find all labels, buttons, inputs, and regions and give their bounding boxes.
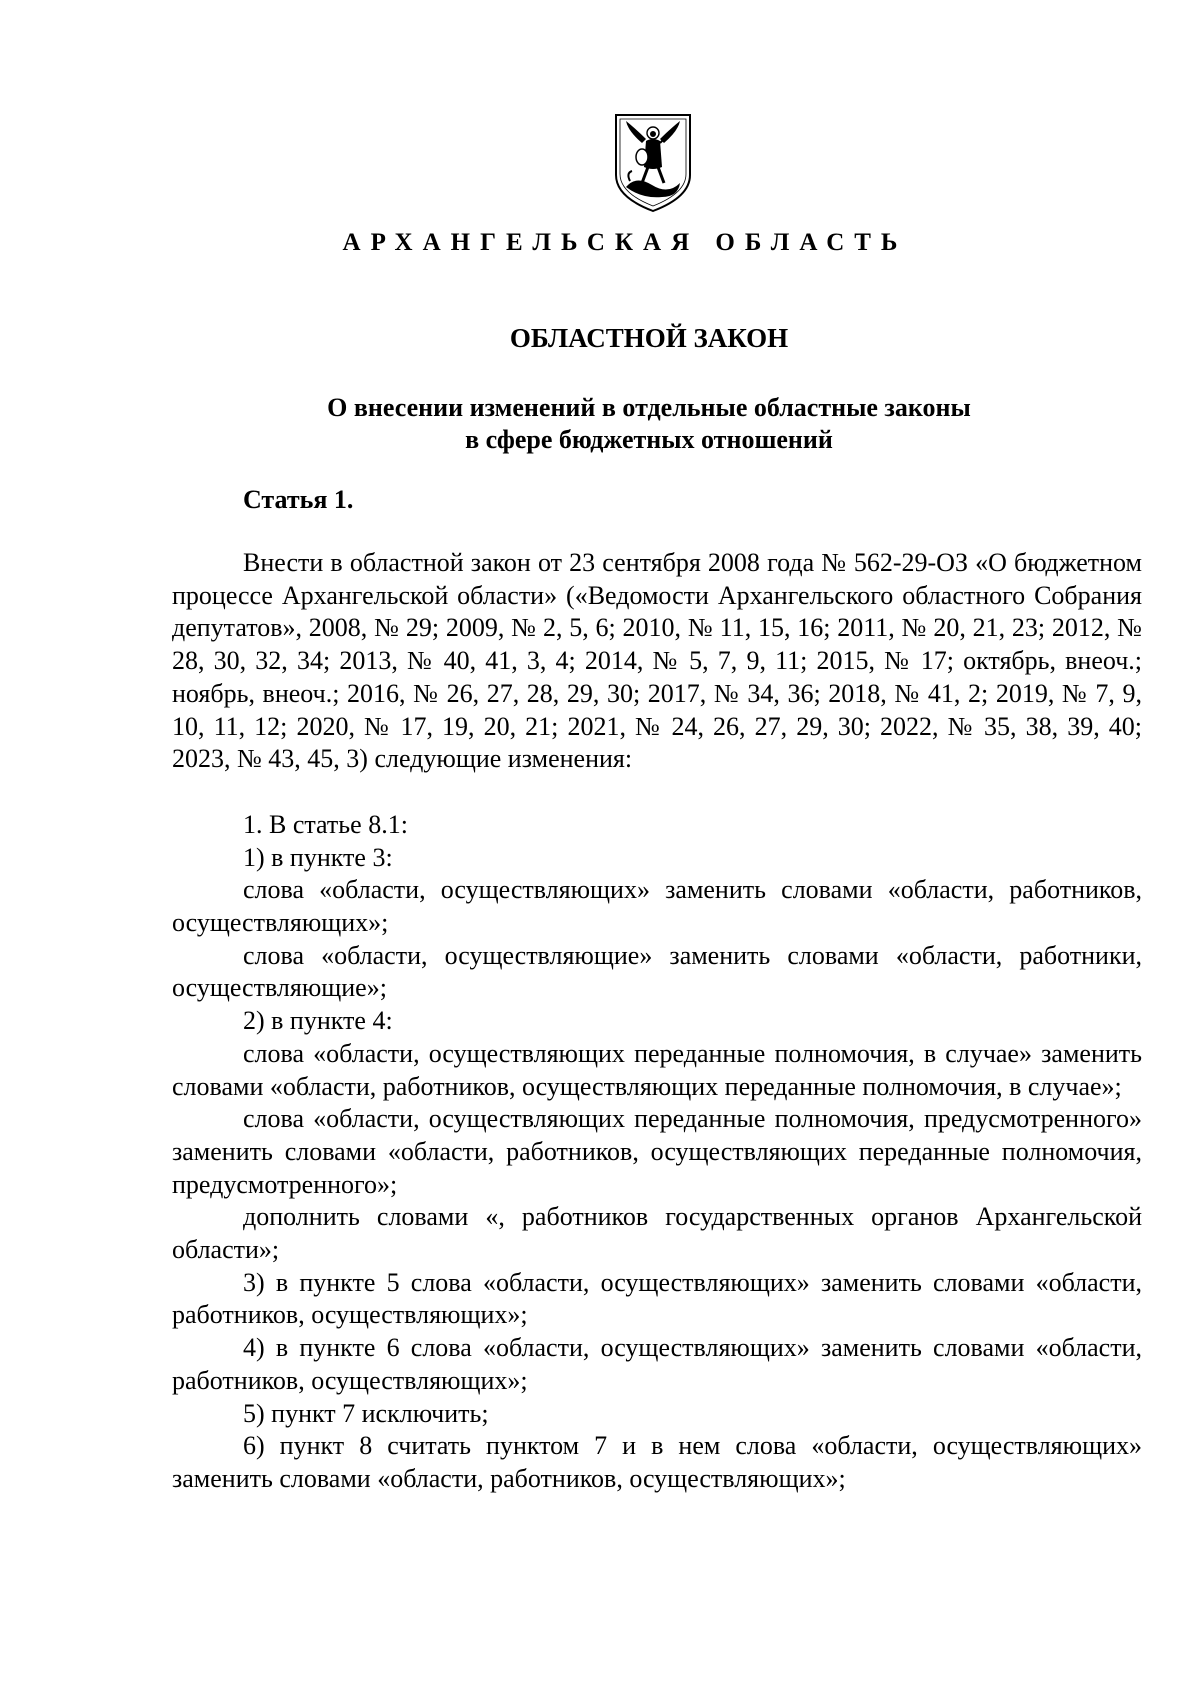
article-heading: Статья 1. (243, 485, 354, 514)
law-title-line-1: О внесении изменений в отдельные областные законы (327, 393, 971, 422)
region-title: АРХАНГЕЛЬСКАЯ ОБЛАСТЬ (342, 229, 908, 256)
paragraph: 2) в пункте 4: (243, 1006, 393, 1036)
article-intro: Внести в областной закон от 23 сентября 2008 года № 562-29-ОЗ «О бюджетном процессе Архангельской области» («Ведомости Архангельского областного Собрания депутатов», 2008, № 29; 2009, № 2, 5, 6; 2010, № 11, 15, 16; 2011, № 20, 21, 23; 2012, № 28, 30, 32, 34; 2013, № 40, 41, 3, 4; 2014, № 5, 7, 9, 11; 2015, № 17; октябрь, внеоч.; ноябрь, внеоч.; 2016, № 26, 27, 28, 29, 30; 2017, № 34, 36; 2018, № 41, 2; 2019, № 7, 9, 10, 11, 12; 2020, № 17, 19, 20, 21; 2021, № 24, 26, 27, 29, 30; 2022, № 35, 38, 39, 40; 2023, № 43, 45, 3) следующие изменения: (172, 548, 1142, 774)
paragraph: 1. В статье 8.1: (243, 809, 408, 839)
paragraph: 5) пункт 7 исключить; (243, 1398, 489, 1428)
paragraph: дополнить словами «, работников государственных органов Архангельской области»; (172, 1202, 1142, 1265)
coat-of-arms-icon (612, 113, 694, 213)
paragraph: слова «области, осуществляющие» заменить словами «области, работники, осуществляющие»; (172, 940, 1142, 1003)
paragraph: 1) в пункте 3: (243, 842, 393, 872)
paragraph: 4) в пункте 6 слова «области, осуществляющих» заменить словами «области, работников, осуществляющих»; (172, 1333, 1142, 1395)
law-title (0, 392, 1200, 456)
paragraph: 6) пункт 8 считать пунктом 7 и в нем слова «области, осуществляющих» заменить словами «области, работников, осуществляющих»; (172, 1431, 1142, 1493)
article-body (172, 547, 1142, 1496)
paragraph: слова «области, осуществляющих переданные полномочия, в случае» заменить словами «области, работников, осуществляющих переданные полномочия, в случае»; (172, 1038, 1142, 1101)
paragraph: слова «области, осуществляющих переданные полномочия, предусмотренного» заменить словами «области, работников, осуществляющих переданные полномочия, предусмотренного»; (172, 1104, 1142, 1199)
paragraph: слова «области, осуществляющих» заменить словами «области, работников, осуществляющих»; (172, 875, 1142, 938)
paragraph: 3) в пункте 5 слова «области, осуществляющих» заменить словами «области, работников, осуществляющих»; (172, 1267, 1142, 1330)
law-title-line-2: в сфере бюджетных отношений (465, 425, 833, 454)
law-type-heading: ОБЛАСТНОЙ ЗАКОН (509, 323, 789, 353)
paragraph-gap (172, 776, 1142, 809)
